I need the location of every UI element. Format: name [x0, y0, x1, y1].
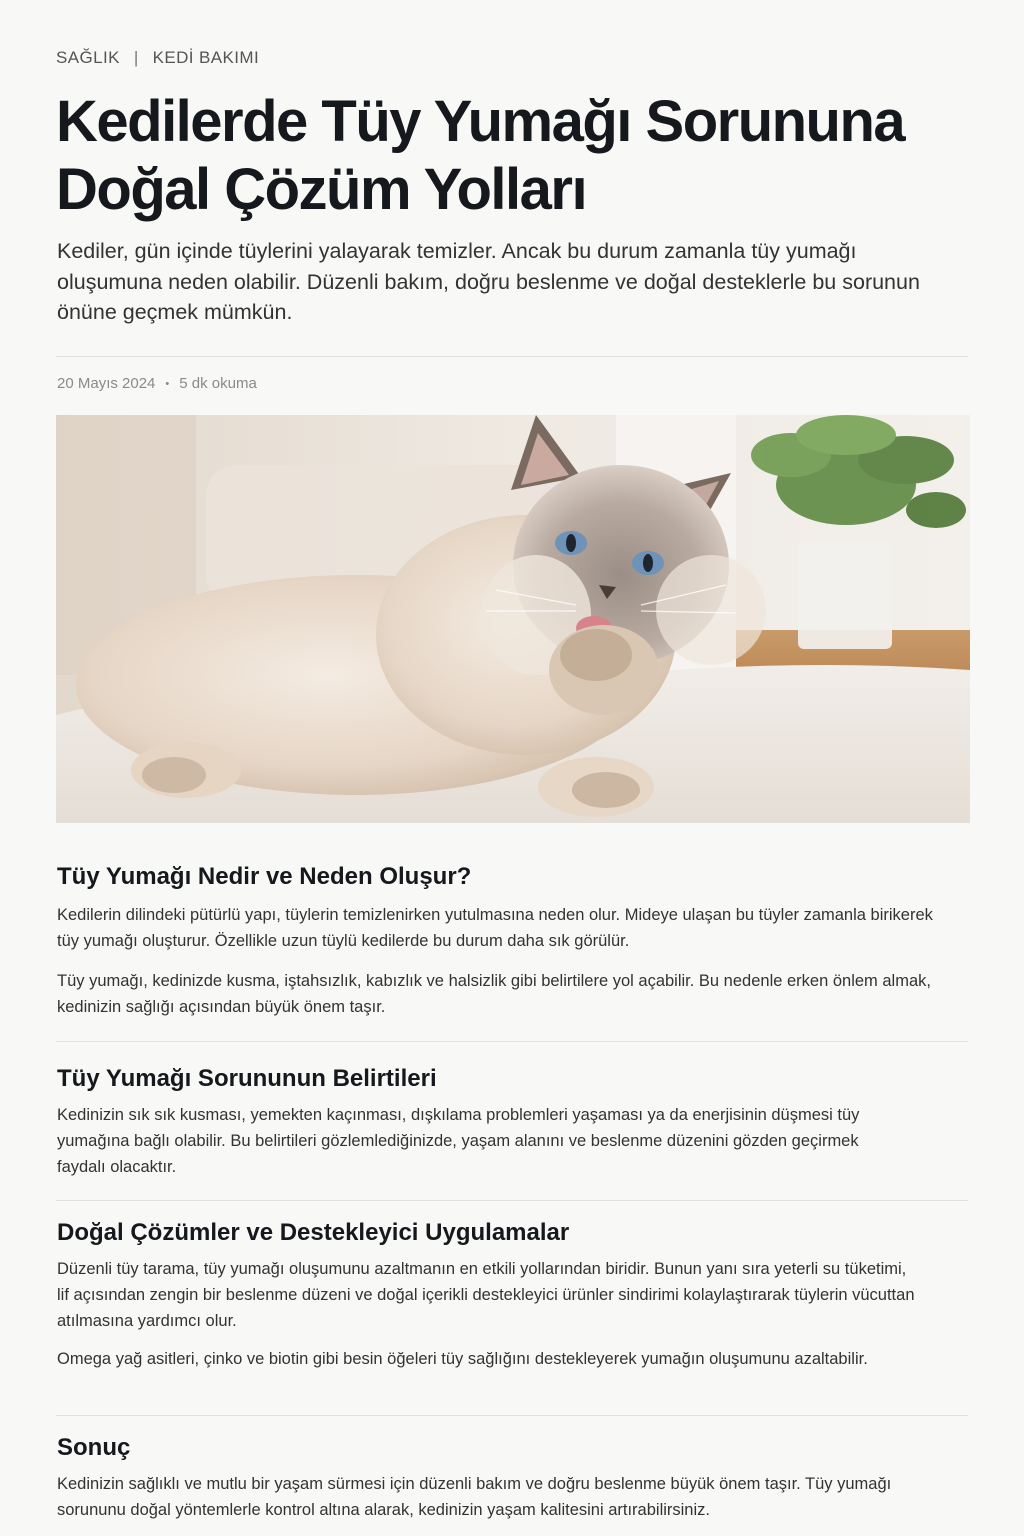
section-what-is-hairball [57, 862, 937, 1020]
section-heading: Tüy Yumağı Sorununun Belirtileri [57, 1065, 437, 1092]
meta-dot: • [165, 377, 170, 390]
section-conclusion [57, 1433, 937, 1523]
section-natural-solutions [57, 1218, 937, 1372]
divider [56, 356, 968, 357]
section-paragraph: Düzenli tüy tarama, tüy yumağı oluşumunu azaltmanın en etkili yollarından biridir. Bunun yanı sıra yeterli su tüketimi, lif açısından zengin bir beslenme düzeni ve doğal içerikli destekleyici ürünler sindirimi kolaylaştırarak tüylerin vücuttan atılmasına yardımcı olur. [57, 1260, 915, 1330]
divider [56, 1041, 968, 1042]
article-meta [57, 375, 257, 392]
read-time: 5 dk okuma [179, 375, 257, 392]
section-heading: Doğal Çözümler ve Destekleyici Uygulamalar [57, 1219, 570, 1246]
publish-date: 20 Mayıs 2024 [57, 375, 156, 392]
breadcrumb-subcategory-link[interactable]: KEDİ BAKIMI [152, 48, 260, 67]
divider [56, 1415, 968, 1416]
section-paragraph: Omega yağ asitleri, çinko ve biotin gibi besin öğeleri tüy sağlığını destekleyerek yumağın oluşumunu azaltabilir. [57, 1350, 868, 1368]
section-heading: Tüy Yumağı Nedir ve Neden Oluşur? [57, 863, 472, 890]
section-paragraph: Kedinizin sağlıklı ve mutlu bir yaşam sürmesi için düzenli bakım ve doğru beslenme büyük önem taşır. Tüy yumağı sorununu doğal yöntemlerle kontrol altına alarak, kedinizin yaşam kalitesini artırabilirsiniz. [57, 1475, 892, 1519]
section-heading: Sonuç [57, 1434, 131, 1461]
section-paragraph: Kedinizin sık sık kusması, yemekten kaçınması, dışkılama problemleri yaşaması ya da enerjisinin düşmesi tüy yumağına bağlı olabilir. Bu belirtileri gözlemlediğinizde, yaşam alanını ve beslenme düzenini gözden geçirmek faydalı olacaktır. [57, 1106, 860, 1176]
section-paragraph: Kedilerin dilindeki pütürlü yapı, tüylerin temizlenirken yutulmasına neden olur. Mideye ulaşan bu tüyler zamanla birikerek tüy yumağı oluşturur. Özellikle uzun tüylü kedilerde bu durum daha sık görülür. [57, 906, 933, 950]
section-paragraph: Tüy yumağı, kedinizde kusma, iştahsızlık, kabızlık ve halsizlik gibi belirtilere yol açabilir. Bu nedenle erken önlem almak, kedinizin sağlığı açısından büyük önem taşır. [57, 972, 931, 1016]
divider [56, 1200, 968, 1201]
article-title: Kedilerde Tüy Yumağı Sorununa Doğal Çözüm Yolları [56, 89, 905, 222]
hero-image [56, 415, 970, 823]
breadcrumb-separator: | [133, 48, 139, 67]
breadcrumb [56, 48, 259, 68]
cat-photo-illustration [56, 415, 970, 823]
breadcrumb-category-link[interactable]: SAĞLIK [56, 48, 120, 67]
article-lede: Kediler, gün içinde tüylerini yalayarak temizler. Ancak bu durum zamanla tüy yumağı oluşumuna neden olabilir. Düzenli bakım, doğru beslenme ve doğal desteklerle bu sorunun önüne geçmek mümkün. [57, 239, 920, 324]
section-symptoms [57, 1064, 937, 1180]
